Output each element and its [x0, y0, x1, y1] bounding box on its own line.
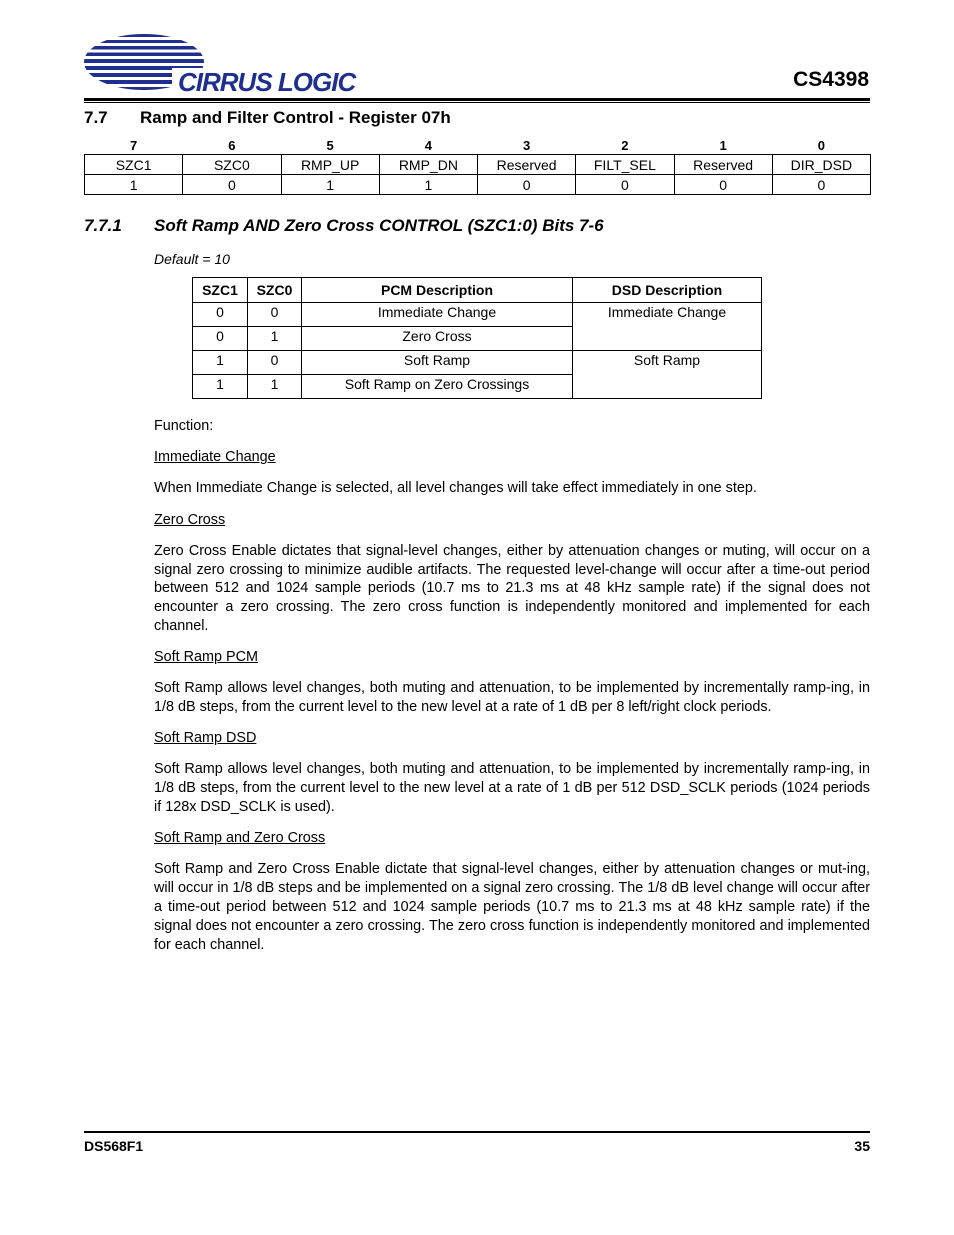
bit-name: RMP_DN [379, 155, 477, 175]
cell-szc1: 0 [193, 327, 248, 351]
default-value: Default = 10 [154, 251, 230, 267]
bit-name: FILT_SEL [576, 155, 674, 175]
bit-default: 1 [379, 175, 477, 195]
bit-default: 1 [85, 175, 183, 195]
section-number: 7.7 [84, 108, 108, 127]
paragraph-soft-ramp-dsd: Soft Ramp allows level changes, both muting and attenuation, to be implemented by incrementally ramp-ing, in 1/8 dB steps, from the current level to the new level at a rate of 1 dB per 512 DSD_SCLK periods (1024 periods if 128x DSD_SCLK is used). [154, 761, 870, 816]
cell-szc1: 0 [193, 303, 248, 327]
bit-default: 0 [183, 175, 281, 195]
bit-number: 7 [130, 138, 138, 153]
cell-szc0: 1 [248, 375, 302, 399]
subsection-title-text: Soft Ramp AND Zero Cross CONTROL (SZC1:0) Bits 7-6 [154, 216, 604, 235]
bit-number: 0 [817, 138, 825, 153]
bit-number: 4 [424, 138, 432, 153]
footer-page-number: 35 [854, 1138, 870, 1154]
footer-doc-id: DS568F1 [84, 1138, 144, 1154]
bit-name: SZC1 [85, 155, 183, 175]
col-header-pcm: PCM Description [302, 278, 573, 303]
section-title-text: Ramp and Filter Control - Register 07h [140, 108, 451, 127]
subsection-title [84, 216, 604, 236]
table-row [193, 351, 762, 375]
cell-pcm: Immediate Change [302, 303, 573, 327]
subsection-number: 7.7.1 [84, 216, 122, 235]
paragraph-immediate-change: When Immediate Change is selected, all level changes will take effect immediately in one step. [154, 480, 757, 497]
bit-default: 0 [772, 175, 870, 195]
register-table [84, 137, 871, 195]
cell-szc1: 1 [193, 351, 248, 375]
heading-zero-cross: Zero Cross [154, 511, 226, 528]
bit-number: 2 [621, 138, 629, 153]
cirrus-logic-logo [82, 32, 362, 96]
szc-table [192, 277, 762, 399]
bit-default: 0 [478, 175, 576, 195]
bit-number: 1 [719, 138, 727, 153]
bit-number: 6 [228, 138, 236, 153]
function-label: Function: [154, 418, 214, 434]
col-header-szc1: SZC1 [193, 278, 248, 303]
col-header-dsd: DSD Description [573, 278, 762, 303]
paragraph-zero-cross: Zero Cross Enable dictates that signal-level changes, either by attenuation changes or muting, will occur on a signal zero crossing to minimize audible artifacts. The requested level-change will occur after a time-out period between 512 and 1024 sample periods (10.7 ms to 21.3 ms at 48 kHz sample rate) if the signal does not encounter a zero crossing. The zero cross function is independently monitored and implemented for each channel. [154, 542, 870, 634]
cell-pcm: Zero Cross [302, 327, 573, 351]
footer-rule [84, 1131, 870, 1133]
szc-header-row [193, 278, 762, 303]
cell-dsd: Immediate Change [573, 303, 762, 351]
cell-pcm: Soft Ramp on Zero Crossings [302, 375, 573, 399]
bit-number: 3 [523, 138, 531, 153]
table-row [193, 303, 762, 327]
register-name-row [85, 155, 871, 175]
bit-name: SZC0 [183, 155, 281, 175]
body-text [154, 417, 870, 967]
header-rule-thin [84, 102, 870, 103]
col-header-szc0: SZC0 [248, 278, 302, 303]
bit-name: RMP_UP [281, 155, 379, 175]
paragraph-soft-ramp-pcm: Soft Ramp allows level changes, both muting and attenuation, to be implemented by incrementally ramp-ing, in 1/8 dB steps, from the current level to the new level at a rate of 1 dB per 8 left/right clock periods. [154, 680, 870, 716]
cell-dsd: Soft Ramp [573, 351, 762, 399]
logo-wordmark: CIRRUS LOGIC [178, 67, 356, 96]
cell-pcm: Soft Ramp [302, 351, 573, 375]
paragraph-soft-ramp-zero-cross: Soft Ramp and Zero Cross Enable dictate that signal-level changes, either by attenuation changes or mut-ing, will occur in 1/8 dB steps and be implemented on a signal zero crossing. The 1/8 dB level change will occur after a time-out period between 512 and 1024 sample periods (10.7 ms to 21.3 ms at 48 kHz sample rate) if the signal does not encounter a zero crossing. The zero cross function is independently monitored and implemented for each channel. [154, 861, 870, 953]
heading-soft-ramp-pcm: Soft Ramp PCM [154, 649, 258, 666]
section-title [84, 108, 451, 128]
heading-soft-ramp-dsd: Soft Ramp DSD [154, 730, 257, 747]
register-default-row [85, 175, 871, 195]
bit-default: 1 [281, 175, 379, 195]
bit-name: Reserved [478, 155, 576, 175]
bit-default: 0 [674, 175, 772, 195]
bit-name: DIR_DSD [772, 155, 870, 175]
bit-number: 5 [326, 138, 334, 153]
cell-szc0: 0 [248, 351, 302, 375]
part-number: CS4398 [793, 68, 869, 91]
cell-szc1: 1 [193, 375, 248, 399]
bit-name: Reserved [674, 155, 772, 175]
bit-default: 0 [576, 175, 674, 195]
header-rule [84, 98, 870, 101]
cell-szc0: 1 [248, 327, 302, 351]
cell-szc0: 0 [248, 303, 302, 327]
heading-soft-ramp-zero-cross: Soft Ramp and Zero Cross [154, 830, 326, 847]
heading-immediate-change: Immediate Change [154, 449, 276, 466]
register-bit-row [85, 137, 871, 155]
